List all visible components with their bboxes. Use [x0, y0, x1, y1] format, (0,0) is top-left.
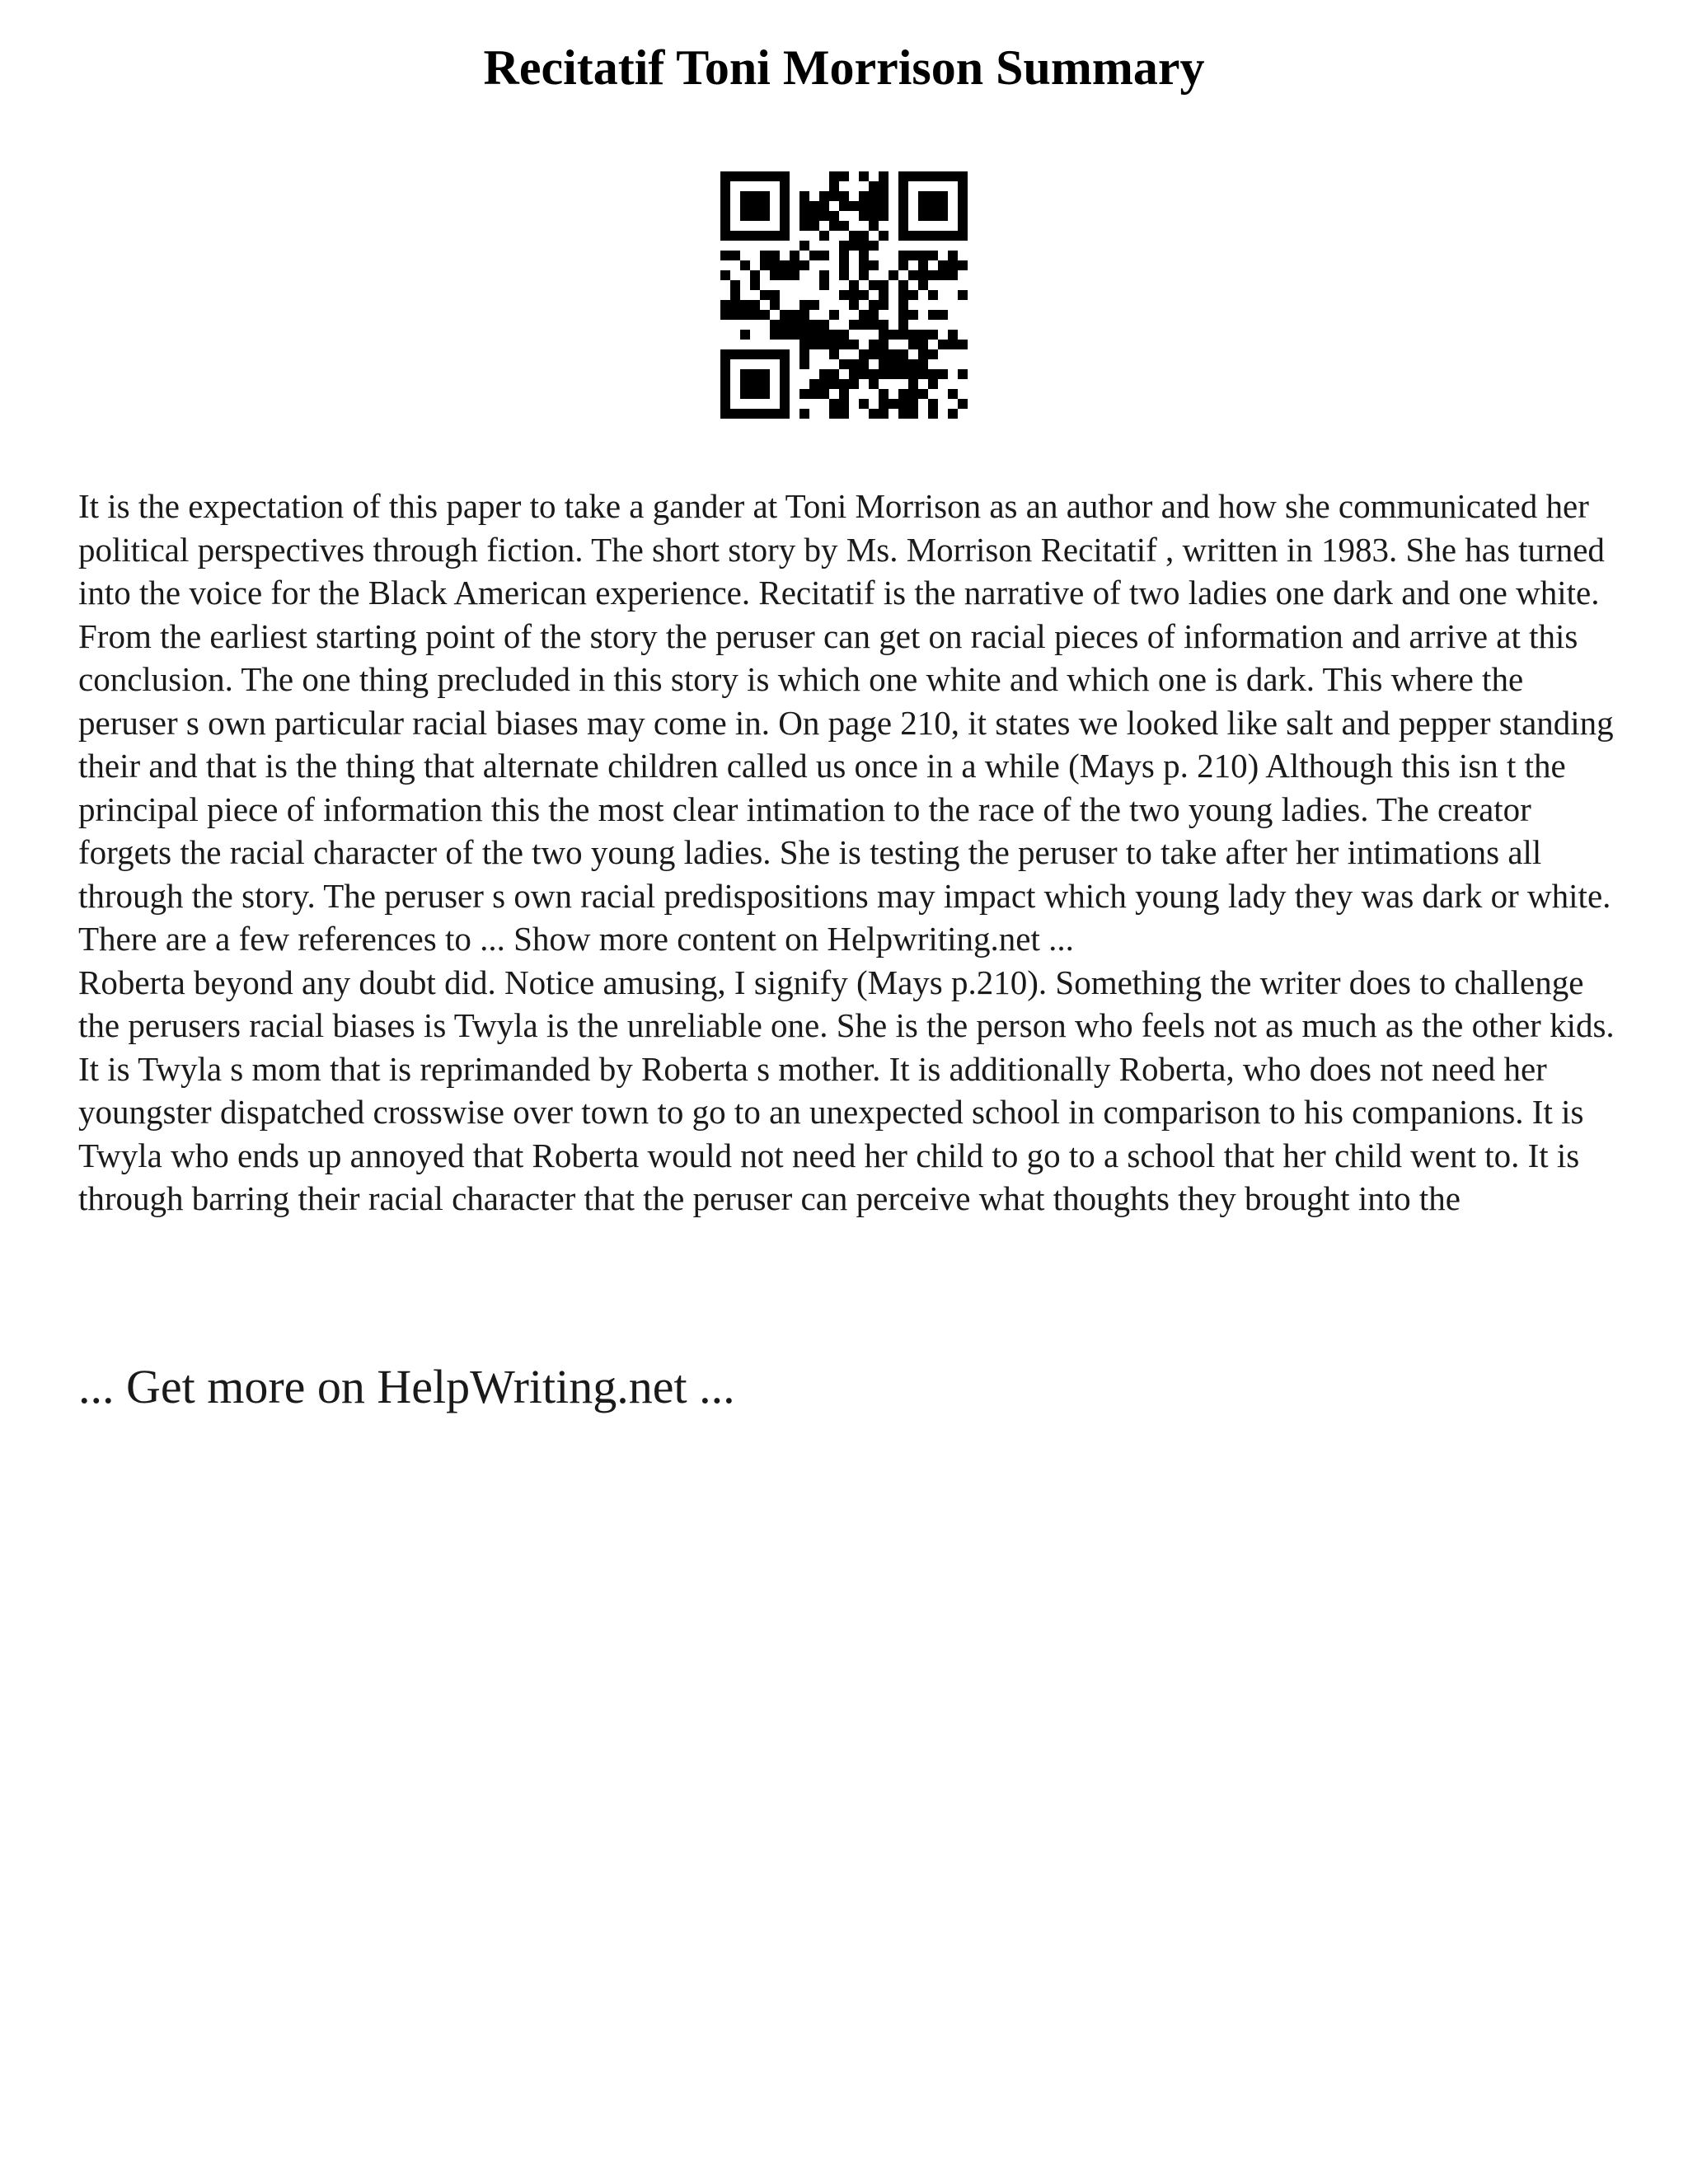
paragraph-1: It is the expectation of this paper to take a gander at Toni Morrison as an author and how she communicated her political perspectives through fiction. The short story by Ms. Morrison Recitatif , written in 1983. She has turned into the voice for the Black American experience. Recitatif is the narrative of two ladies one dark and one white. From the earliest starting point of the story the peruser can get on racial pieces of information and arrive at this conclusion. The one thing precluded in this story is which one white and which one is dark. This where the peruser s own particular racial biases may come in. On page 210, it states we looked like salt and pepper standing their and that is the thing that alternate children called us once in a while (Mays p. 210) Although this isn t the principal piece of information this the most clear intimation to the race of the two young ladies. The creator forgets the racial character of the two young ladies. She is testing the peruser to take after her intimations all through the story. The peruser s own racial predispositions may impact which young lady they was dark or white. There are a few references to ... Show more content on Helpwriting.net ...	[78, 487, 1614, 958]
article-body	[78, 485, 1628, 1221]
page-title: Recitatif Toni Morrison Summary	[483, 40, 1205, 95]
get-more-link[interactable]: ... Get more on HelpWriting.net ...	[78, 1360, 735, 1413]
paragraph-2: Roberta beyond any doubt did. Notice amusing, I signify (Mays p.210). Something the writer does to challenge the perusers racial biases is Twyla is the unreliable one. She is the person who feels not as much as the other kids. It is Twyla s mom that is reprimanded by Roberta s mother. It is additionally Roberta, who does not need her youngster dispatched crosswise over town to go to an unexpected school in comparison to his companions. It is Twyla who ends up annoyed that Roberta would not need her child to go to a school that her child went to. It is through barring their racial character that the peruser can perceive what thoughts they brought into the	[78, 963, 1615, 1217]
qr-code-icon	[720, 171, 968, 419]
